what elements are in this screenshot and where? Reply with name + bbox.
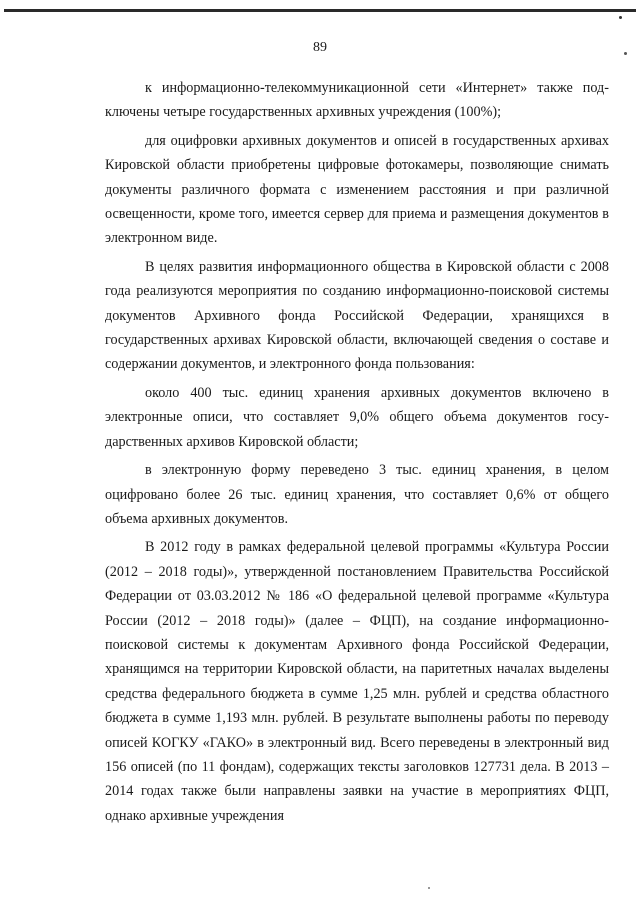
scan-speck [428,887,430,889]
scan-speck [619,16,622,19]
paragraph: для оцифровки архивных документов и описей в государственных архивах Кировской области приобретены цифровые фотокамеры, позволяющие снимать документы различного формата с изменением расстояния и при различной освещенности, кроме того, имеется сервер для приема и размещения документов в электронном виде. [105,132,609,247]
paragraph: в электронную форму переведено 3 тыс. единиц хранения, в целом оцифровано более 26 тыс. единиц хранения, что составляет 0,6% от общего объема архивных документов. [105,462,609,527]
paragraph: около 400 тыс. единиц хранения архивных документов включено в электронные описи, что составляет 9,0% общего объема документов государственных архивов Кировской области; [105,384,609,450]
document-body [105,76,609,828]
top-border-line [4,9,636,12]
paragraph: В целях развития информационного общества в Кировской области с 2008 года реализуются мероприятия по созданию информационно-поисковой системы документов Архивного фонда Российской Федерации, хранящихся в государственных архивах Кировской области, включающей сведения о составе и содержании документов, и электронного фонда пользования: [105,258,609,373]
paragraph: В 2012 году в рамках федеральной целевой программы «Культура России (2012 – 2018 годы)», утвержденной постановлением Правительства Российской Федерации от 03.03.2012 № 186 «О федеральной целевой программе «Культура России (2012 – 2018 годы)» (далее – ФЦП), на создание информационно-поисковой системы к документам Архивного фонда Российской Федерации, хранящимся на территории Кировской области, на паритетных началах выделены средства федерального бюджета в сумме 1,25 млн. рублей и средства областного бюджета в сумме 1,193 млн. рублей. В результате выполнены работы по переводу описей КОГКУ «ГАКО» в электронный вид. Всего переведены в электронный вид 156 описей (по 11 фондам), содержащих тексты заголовков 127731 дела. В 2013 – 2014 годах также были направлены заявки на участие в мероприятиях ФЦП, однако архивные учреждения [105,539,609,824]
page-number: 89 [313,40,327,55]
paragraph: к информационно-телекоммуникационной сети «Интернет» также подключены четыре государственных архивных учреждения (100%); [105,80,609,121]
